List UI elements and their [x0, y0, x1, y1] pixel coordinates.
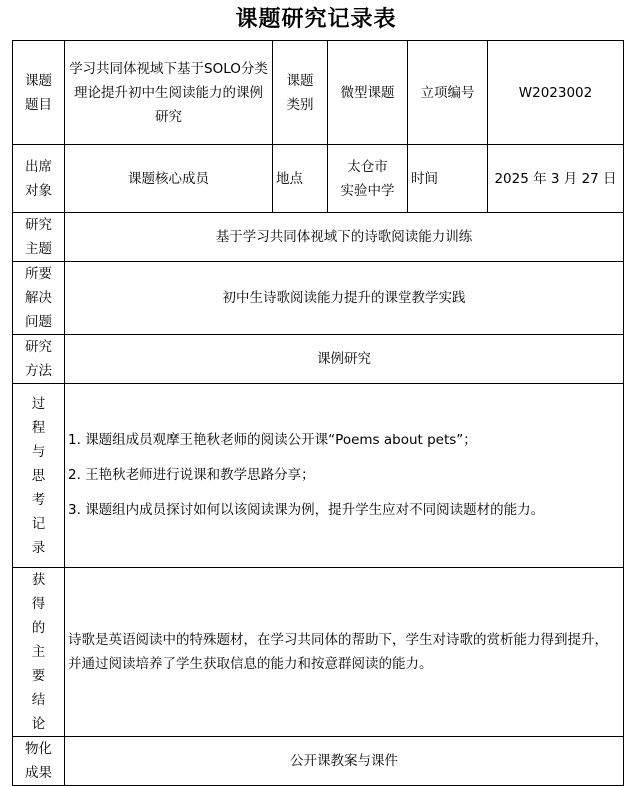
process-label: 过 程 与 思 考 记 录 — [13, 384, 65, 568]
topic-label: 课题 题目 — [13, 41, 65, 145]
conclusion-value: 诗歌是英语阅读中的特殊题材，在学习共同体的帮助下，学生对诗歌的赏析能力得到提升，并通过阅读培养了学生获取信息的能力和按意群阅读的能力。 — [65, 568, 624, 737]
document-title: 课题研究记录表 — [235, 6, 397, 32]
process-item: 3. 课题组内成员探讨如何以该阅读课为例，提升学生应对不同阅读题材的能力。 — [68, 502, 545, 518]
research-record-table — [12, 40, 624, 786]
type-value: 微型课题 — [328, 41, 408, 145]
time-value: 2025 年 3 月 27 日 — [488, 145, 624, 213]
row-output — [13, 737, 624, 786]
row-process — [13, 384, 624, 568]
project-id-label: 立项编号 — [408, 41, 488, 145]
method-label: 研究 方法 — [13, 335, 65, 384]
output-label: 物化 成果 — [13, 737, 65, 786]
problem-value: 初中生诗歌阅读能力提升的课堂教学实践 — [65, 262, 624, 335]
process-item: 2. 王艳秋老师进行说课和教学思路分享； — [68, 467, 315, 483]
row-theme — [13, 213, 624, 262]
topic-value: 学习共同体视域下基于SOLO分类理论提升初中生阅读能力的课例研究 — [65, 41, 273, 145]
location-label: 地点 — [273, 145, 328, 213]
conclusion-label: 获 得 的 主 要 结 论 — [13, 568, 65, 737]
process-notes — [65, 384, 624, 568]
row-topic — [13, 41, 624, 145]
problem-label: 所要 解决 问题 — [13, 262, 65, 335]
type-label: 课题 类别 — [273, 41, 328, 145]
time-label: 时间 — [408, 145, 488, 213]
theme-value: 基于学习共同体视域下的诗歌阅读能力训练 — [65, 213, 624, 262]
theme-label: 研究 主题 — [13, 213, 65, 262]
attendee-label: 出席 对象 — [13, 145, 65, 213]
attendee-value: 课题核心成员 — [65, 145, 273, 213]
location-value: 太仓市 实验中学 — [328, 145, 408, 213]
row-method — [13, 335, 624, 384]
project-id-value: W2023002 — [488, 41, 624, 145]
method-value: 课例研究 — [65, 335, 624, 384]
row-attendees — [13, 145, 624, 213]
row-conclusion — [13, 568, 624, 737]
output-value: 公开课教案与课件 — [65, 737, 624, 786]
process-item: 1. 课题组成员观摩王艳秋老师的阅读公开课“Poems about pets”； — [68, 432, 477, 448]
row-problem — [13, 262, 624, 335]
